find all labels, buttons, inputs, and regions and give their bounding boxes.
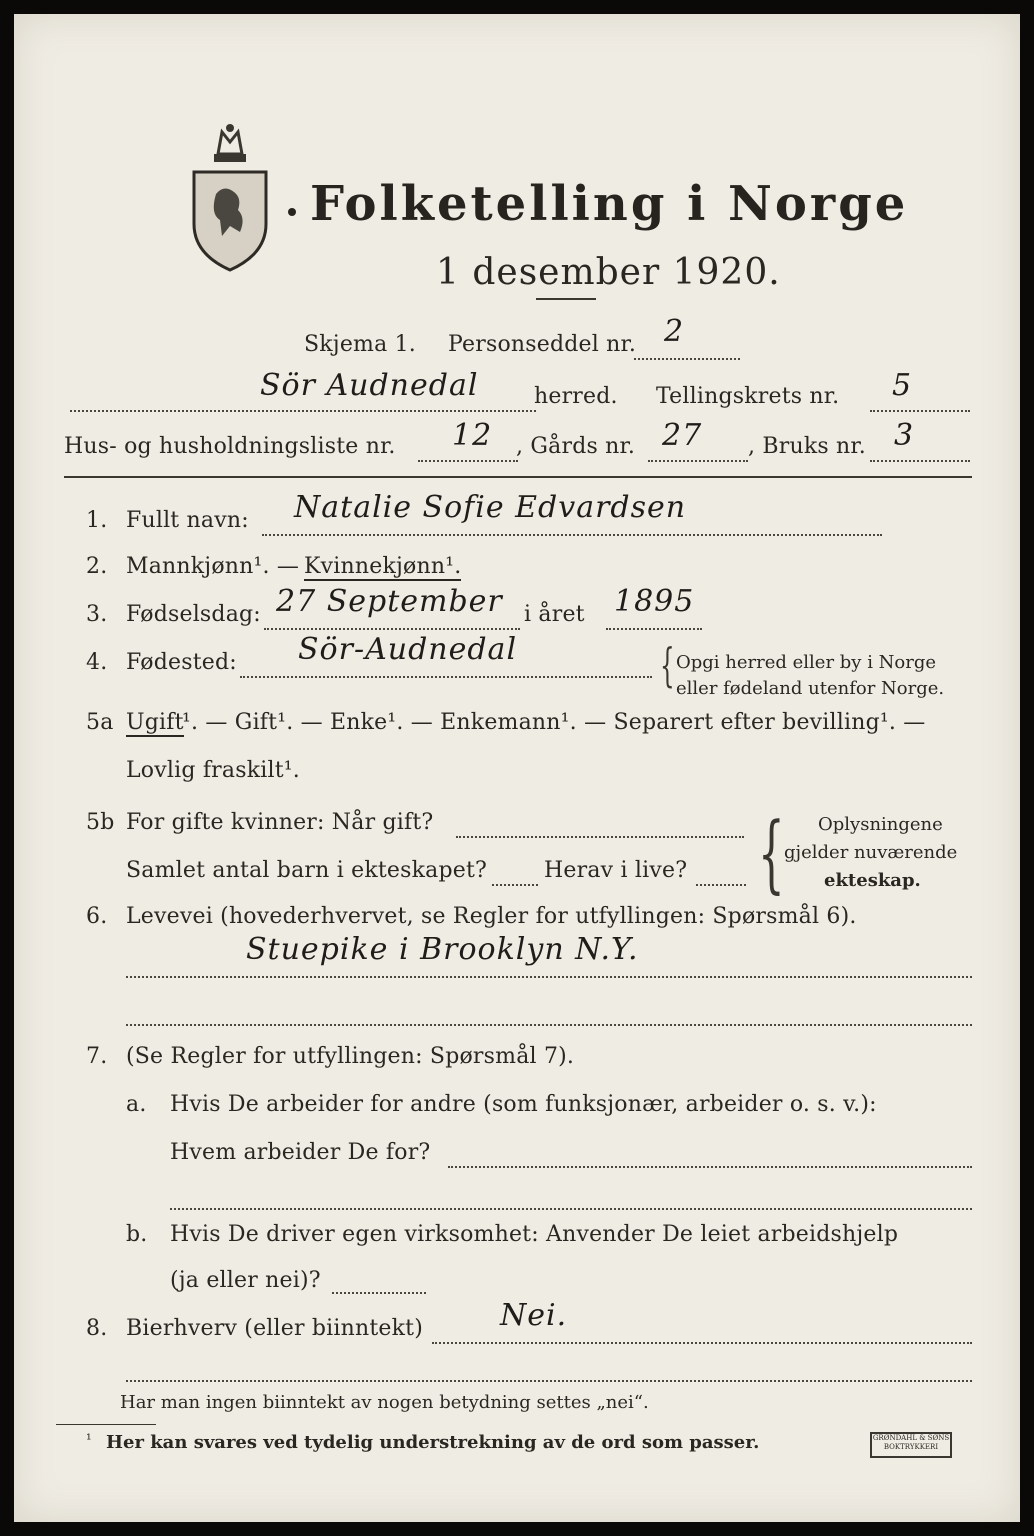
footnote-text: Her kan svares ved tydelig understrekning av de ord som passer. xyxy=(106,1432,760,1453)
herred-label: herred. xyxy=(534,384,618,409)
q4-number: 4. xyxy=(86,650,108,675)
herred-value[interactable]: Sör Audnedal xyxy=(260,368,479,403)
q7-label: (Se Regler for utfyllingen: Spørsmål 7). xyxy=(126,1044,575,1069)
q6-label: Levevei (hovederhvervet, se Regler for utfyllingen: Spørsmål 6). xyxy=(126,904,857,929)
q6-number: 6. xyxy=(86,904,108,929)
q3-year-line xyxy=(606,628,702,630)
husliste-line xyxy=(418,460,518,462)
q7b-line1: Hvis De driver egen virksomhet: Anvender De leiet arbeidshjelp xyxy=(170,1222,899,1247)
census-form xyxy=(14,14,1020,1522)
q5b-married-line xyxy=(456,836,744,838)
q5a-options: ¹. — Gift¹. — Enke¹. — Enkemann¹. — Separert efter bevilling¹. — xyxy=(182,710,926,735)
header-divider xyxy=(64,476,972,478)
q4-brace: { xyxy=(660,638,675,692)
q5a-number: 5a xyxy=(86,710,114,735)
q5b-children-line xyxy=(492,884,538,886)
q7b-number: b. xyxy=(126,1222,148,1247)
gards-line xyxy=(648,460,748,462)
q7a-employer-line xyxy=(448,1166,972,1168)
bruks-line xyxy=(870,460,970,462)
q5b-alive-label: Herav i live? xyxy=(544,858,688,883)
q5b-note-line2: gjelder nuværende xyxy=(784,842,958,863)
page-title: Folketelling i Norge xyxy=(310,176,909,232)
q4-birthplace[interactable]: Sör-Audnedal xyxy=(298,632,518,667)
q5b-alive-line xyxy=(696,884,746,886)
schema-label: Skjema 1. xyxy=(304,332,417,357)
tellingskrets-value[interactable]: 5 xyxy=(892,368,913,403)
footnote-mark: ¹ xyxy=(86,1432,92,1448)
q1-full-name[interactable]: Natalie Sofie Edvardsen xyxy=(294,490,687,525)
q1-number: 1. xyxy=(86,508,108,533)
q8-label: Bierhverv (eller biinntekt) xyxy=(126,1316,424,1341)
q3-day-line xyxy=(264,628,520,630)
gards-label: , Gårds nr. xyxy=(516,434,636,459)
q7a-line1: Hvis De arbeider for andre (som funksjonær, arbeider o. s. v.): xyxy=(170,1092,877,1117)
q4-line xyxy=(240,676,652,678)
husliste-value[interactable]: 12 xyxy=(452,418,493,453)
q6-occupation[interactable]: Stuepike i Brooklyn N.Y. xyxy=(246,932,639,967)
q2-female[interactable]: Kvinnekjønn¹. xyxy=(304,554,462,579)
personseddel-value[interactable]: 2 xyxy=(664,314,685,349)
q7b-line2: (ja eller nei)? xyxy=(170,1268,321,1293)
tellingskrets-line xyxy=(870,410,970,412)
title-dot xyxy=(288,208,296,216)
q7a-number: a. xyxy=(126,1092,147,1117)
q3-birth-day[interactable]: 27 September xyxy=(276,584,503,619)
q3-year-label: i året xyxy=(524,602,585,627)
q6-line1 xyxy=(126,976,972,978)
q1-label: Fullt navn: xyxy=(126,508,249,533)
q4-label: Fødested: xyxy=(126,650,237,675)
footnote-divider xyxy=(56,1424,156,1425)
q6-line2 xyxy=(126,1024,972,1026)
q4-note-line1: Opgi herred eller by i Norge xyxy=(676,652,937,673)
q3-birth-year[interactable]: 1895 xyxy=(614,584,695,619)
title-divider xyxy=(536,298,596,300)
q1-line xyxy=(262,534,882,536)
bruks-value[interactable]: 3 xyxy=(894,418,915,453)
gards-value[interactable]: 27 xyxy=(662,418,703,453)
q7a-line2: Hvem arbeider De for? xyxy=(170,1140,431,1165)
q3-label: Fødselsdag: xyxy=(126,602,261,627)
q3-number: 3. xyxy=(86,602,108,627)
printer-stamp: GRØNDAHL & SØNS BOKTRYKKERI xyxy=(870,1432,952,1458)
q5a-ugift[interactable]: Ugift xyxy=(126,710,184,735)
personseddel-line xyxy=(634,358,740,360)
herred-line xyxy=(70,410,536,412)
tellingskrets-label: Tellingskrets nr. xyxy=(656,384,840,409)
census-date: 1 desember 1920. xyxy=(436,252,781,293)
q8-line1 xyxy=(432,1342,972,1344)
q5a-line2: Lovlig fraskilt¹. xyxy=(126,758,300,783)
coat-of-arms-icon xyxy=(180,114,280,278)
q7a-extra-line xyxy=(170,1208,972,1210)
q5b-note-line1: Oplysningene xyxy=(818,814,943,835)
q8-number: 8. xyxy=(86,1316,108,1341)
q2-number: 2. xyxy=(86,554,108,579)
bruks-label: , Bruks nr. xyxy=(748,434,866,459)
q8-line2 xyxy=(126,1380,972,1382)
q5b-line1: For gifte kvinner: Når gift? xyxy=(126,810,434,835)
q8-side-income[interactable]: Nei. xyxy=(500,1298,568,1333)
footer-note: Har man ingen biinntekt av nogen betydning settes „nei“. xyxy=(120,1392,649,1413)
q5b-note-line3: ekteskap. xyxy=(824,870,921,891)
q4-note-line2: eller fødeland utenfor Norge. xyxy=(676,678,945,699)
q5b-number: 5b xyxy=(86,810,115,835)
personseddel-label: Personseddel nr. xyxy=(448,332,637,357)
q7-number: 7. xyxy=(86,1044,108,1069)
q7b-answer-line xyxy=(332,1292,426,1294)
q5b-brace: { xyxy=(758,804,785,902)
q2-male: Mannkjønn¹. — xyxy=(126,554,300,579)
husliste-label: Hus- og husholdningsliste nr. xyxy=(64,434,396,459)
q5b-children-label: Samlet antal barn i ekteskapet? xyxy=(126,858,488,883)
